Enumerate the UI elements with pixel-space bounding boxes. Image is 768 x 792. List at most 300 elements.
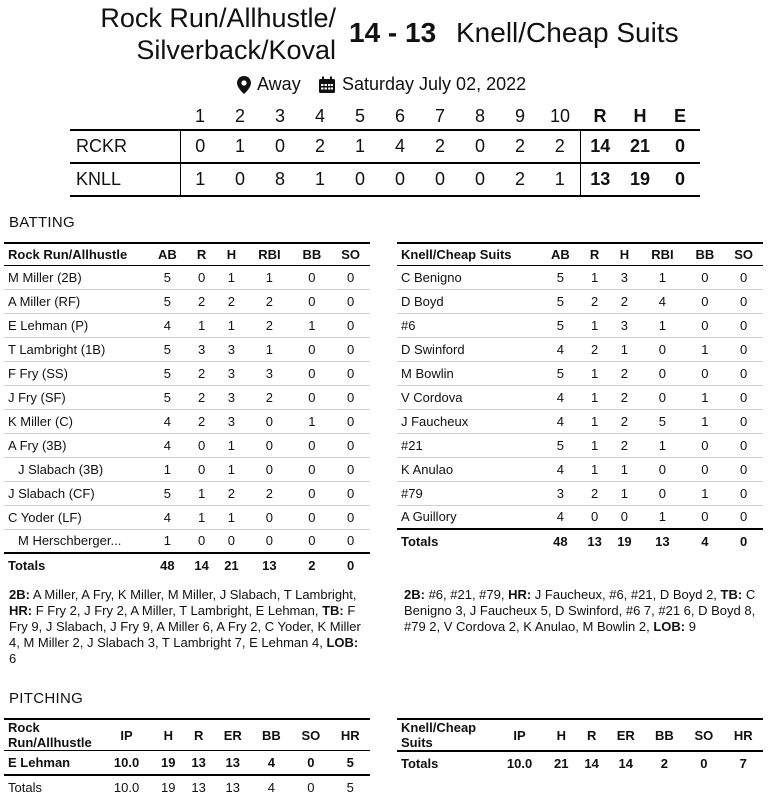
line-total: 0 <box>660 130 700 163</box>
player-row <box>397 361 763 385</box>
player-name: A Guillory <box>397 505 541 529</box>
player-stat: 4 <box>639 289 685 313</box>
player-stat: 0 <box>292 505 331 529</box>
player-stat: 1 <box>580 265 610 289</box>
player-stat: 0 <box>331 457 370 481</box>
player-stat: 0 <box>724 481 763 505</box>
player-stat: 0 <box>246 457 292 481</box>
totals-row <box>4 775 370 792</box>
player-stat: 19 <box>153 751 183 775</box>
player-stat: 0 <box>292 529 331 553</box>
stat-column-header: BB <box>645 719 684 751</box>
player-stat: 3 <box>217 385 247 409</box>
note-label: HR: <box>508 587 532 602</box>
player-name: T Lambright (1B) <box>4 337 148 361</box>
player-stat: 1 <box>580 313 610 337</box>
player-stat: 4 <box>148 433 187 457</box>
inning-runs: 0 <box>260 130 300 163</box>
player-name: #6 <box>397 313 541 337</box>
note-text: A Miller, A Fry, K Miller, M Miller, J Slabach, T Lambright, <box>29 587 357 602</box>
player-stat: 0 <box>187 265 217 289</box>
player-stat: 1 <box>217 433 247 457</box>
batting-table-home <box>4 242 370 577</box>
player-stat: 0 <box>292 289 331 313</box>
player-stat: 1 <box>292 313 331 337</box>
player-stat: 1 <box>639 313 685 337</box>
player-stat: 0 <box>724 385 763 409</box>
note-text: #6, #21, #79, <box>424 587 509 602</box>
stat-column-header: SO <box>684 719 723 751</box>
player-stat: 3 <box>610 265 640 289</box>
player-stat: 1 <box>292 409 331 433</box>
player-stat: 4 <box>148 505 187 529</box>
inning-runs: 1 <box>300 163 340 196</box>
home-team-line2: Silverback/Koval <box>136 35 336 65</box>
player-stat: 0 <box>331 361 370 385</box>
stat-column-header: BB <box>685 243 724 265</box>
player-stat: 1 <box>685 385 724 409</box>
total-header: H <box>633 106 647 126</box>
note-label: TB: <box>720 587 743 602</box>
note-label: TB: <box>322 603 344 618</box>
total-stat: 10.0 <box>493 751 546 775</box>
inning-header: 9 <box>514 106 525 126</box>
inning-header: 8 <box>474 106 485 126</box>
player-stat: 4 <box>541 505 580 529</box>
player-row <box>397 289 763 313</box>
player-stat: 4 <box>541 385 580 409</box>
total-stat: 21 <box>217 553 247 577</box>
player-stat: 2 <box>580 337 610 361</box>
player-stat: 0 <box>724 313 763 337</box>
player-stat: 1 <box>148 457 187 481</box>
line-total: 13 <box>580 163 620 196</box>
player-stat: 0 <box>246 433 292 457</box>
note-label: HR: <box>9 603 33 618</box>
stat-column-header: BB <box>292 243 331 265</box>
total-stat: 14 <box>607 751 645 775</box>
player-stat: 0 <box>724 433 763 457</box>
player-name: F Fry (SS) <box>4 361 148 385</box>
totals-label: Totals <box>397 529 541 553</box>
stats-body <box>4 751 370 792</box>
player-name: M Herschberger... <box>4 529 148 553</box>
home-team-line1: Rock Run/Allhustle/ <box>100 3 336 33</box>
stat-column-header: H <box>217 243 247 265</box>
stat-column-header: ER <box>607 719 645 751</box>
player-stat: 1 <box>187 505 217 529</box>
player-stat: 5 <box>148 337 187 361</box>
player-stat: 0 <box>292 337 331 361</box>
player-name: M Bowlin <box>397 361 541 385</box>
player-name: E Lehman <box>4 751 100 775</box>
player-row <box>397 337 763 361</box>
stats-header <box>397 719 763 751</box>
player-stat: 0 <box>685 313 724 337</box>
player-stat: 1 <box>580 361 610 385</box>
player-stat: 5 <box>148 289 187 313</box>
inning-runs: 2 <box>500 130 540 163</box>
team-column-header: Rock Run/Allhustle <box>4 719 100 751</box>
player-stat: 1 <box>685 409 724 433</box>
stats-header-row <box>397 243 763 265</box>
stat-column-header: R <box>576 719 606 751</box>
player-stat: 0 <box>685 457 724 481</box>
player-stat: 0 <box>724 457 763 481</box>
total-stat: 13 <box>639 529 685 553</box>
player-stat: 0 <box>187 529 217 553</box>
player-stat: 5 <box>148 265 187 289</box>
player-stat: 0 <box>187 457 217 481</box>
inning-runs: 1 <box>220 130 260 163</box>
stat-column-header: HR <box>724 719 763 751</box>
totals-label: Totals <box>397 751 493 775</box>
total-stat: 7 <box>724 751 763 775</box>
player-stat: 5 <box>639 409 685 433</box>
stat-column-header: H <box>546 719 576 751</box>
player-name: V Cordova <box>397 385 541 409</box>
player-stat: 2 <box>217 289 247 313</box>
inning-runs: 1 <box>540 163 580 196</box>
note-label: LOB: <box>326 635 359 650</box>
player-stat: 0 <box>292 265 331 289</box>
player-stat: 2 <box>187 385 217 409</box>
totals-row <box>4 553 370 577</box>
team-column-header: Knell/Cheap Suits <box>397 243 541 265</box>
player-stat: 2 <box>187 361 217 385</box>
player-name: C Yoder (LF) <box>4 505 148 529</box>
player-stat: 4 <box>148 409 187 433</box>
player-stat: 0 <box>292 385 331 409</box>
player-row <box>4 433 370 457</box>
player-stat: 3 <box>217 409 247 433</box>
stat-column-header: RBI <box>246 243 292 265</box>
player-stat: 0 <box>639 457 685 481</box>
player-stat: 3 <box>246 361 292 385</box>
player-stat: 1 <box>217 313 247 337</box>
inning-runs: 2 <box>500 163 540 196</box>
total-stat: 0 <box>724 529 763 553</box>
inning-runs: 0 <box>420 163 460 196</box>
player-stat: 5 <box>541 265 580 289</box>
player-stat: 0 <box>331 481 370 505</box>
inning-header: 7 <box>434 106 445 126</box>
stat-column-header: SO <box>291 719 330 751</box>
player-stat: 0 <box>187 433 217 457</box>
batting-title: BATTING <box>9 214 75 231</box>
player-row <box>4 385 370 409</box>
player-stat: 1 <box>217 265 247 289</box>
player-stat: 3 <box>217 337 247 361</box>
player-name: D Swinford <box>397 337 541 361</box>
line-total: 14 <box>580 130 620 163</box>
player-row <box>4 361 370 385</box>
inning-runs: 1 <box>180 163 220 196</box>
line-total: 0 <box>660 163 700 196</box>
line-score-row <box>70 163 700 196</box>
stats-body <box>4 265 370 577</box>
player-stat: 5 <box>148 385 187 409</box>
total-stat: 48 <box>541 529 580 553</box>
note-text: 9 <box>685 619 696 634</box>
player-stat: 5 <box>541 433 580 457</box>
player-stat: 3 <box>217 361 247 385</box>
player-stat: 0 <box>580 505 610 529</box>
note-label: 2B: <box>404 587 425 602</box>
player-row <box>4 313 370 337</box>
player-stat: 1 <box>580 385 610 409</box>
player-stat: 0 <box>292 457 331 481</box>
player-stat: 0 <box>331 505 370 529</box>
inning-header: 1 <box>194 106 205 126</box>
stat-column-header: HR <box>331 719 370 751</box>
player-stat: 1 <box>685 337 724 361</box>
player-stat: 1 <box>685 481 724 505</box>
player-stat: 1 <box>639 265 685 289</box>
player-stat: 1 <box>610 481 640 505</box>
player-stat: 2 <box>217 481 247 505</box>
calendar-icon <box>318 76 336 94</box>
player-name: A Fry (3B) <box>4 433 148 457</box>
inning-runs: 0 <box>380 163 420 196</box>
player-stat: 1 <box>217 457 247 481</box>
total-header: E <box>673 106 686 126</box>
player-name: K Miller (C) <box>4 409 148 433</box>
stat-column-header: R <box>183 719 213 751</box>
inning-runs: 0 <box>180 130 220 163</box>
pitching-table-away <box>397 718 763 775</box>
stats-body <box>397 751 763 775</box>
player-stat: 1 <box>580 409 610 433</box>
batting-notes-home <box>9 587 369 667</box>
stat-column-header: ER <box>214 719 252 751</box>
line-score-corner <box>70 104 180 130</box>
inning-runs: 8 <box>260 163 300 196</box>
stats-header-row <box>4 243 370 265</box>
line-score-table <box>70 104 700 197</box>
player-stat: 0 <box>685 505 724 529</box>
inning-runs: 2 <box>300 130 340 163</box>
stats-header-row <box>4 719 370 751</box>
player-stat: 2 <box>580 289 610 313</box>
player-stat: 0 <box>724 289 763 313</box>
player-stat: 5 <box>541 313 580 337</box>
note-text: J Faucheux, #6, #21, D Boyd 2, <box>531 587 721 602</box>
stat-column-header: RBI <box>639 243 685 265</box>
stat-column-header: R <box>187 243 217 265</box>
stat-column-header: SO <box>331 243 370 265</box>
date-label: Saturday July 02, 2022 <box>342 74 527 94</box>
player-row <box>397 409 763 433</box>
total-stat: 4 <box>252 775 291 792</box>
player-stat: 0 <box>685 361 724 385</box>
player-stat: 1 <box>580 457 610 481</box>
player-stat: 2 <box>610 289 640 313</box>
player-stat: 2 <box>580 481 610 505</box>
player-stat: 0 <box>610 505 640 529</box>
map-pin-icon <box>237 76 251 94</box>
player-name: D Boyd <box>397 289 541 313</box>
player-stat: 0 <box>217 529 247 553</box>
stats-header <box>4 243 370 265</box>
total-stat: 21 <box>546 751 576 775</box>
player-stat: 0 <box>639 337 685 361</box>
player-stat: 2 <box>187 409 217 433</box>
inning-runs: 0 <box>220 163 260 196</box>
player-stat: 4 <box>541 337 580 361</box>
pitching-table-home <box>4 718 370 792</box>
player-stat: 5 <box>148 361 187 385</box>
player-stat: 0 <box>685 289 724 313</box>
player-stat: 1 <box>580 433 610 457</box>
player-stat: 0 <box>331 337 370 361</box>
total-stat: 4 <box>685 529 724 553</box>
player-stat: 0 <box>291 751 330 775</box>
player-name: J Fry (SF) <box>4 385 148 409</box>
stat-column-header: IP <box>493 719 546 751</box>
stats-header-row <box>397 719 763 751</box>
player-stat: 2 <box>246 313 292 337</box>
total-stat: 2 <box>292 553 331 577</box>
total-stat: 14 <box>576 751 606 775</box>
player-row <box>4 265 370 289</box>
player-row <box>4 529 370 553</box>
inning-runs: 2 <box>420 130 460 163</box>
inning-header: 10 <box>549 106 571 126</box>
total-stat: 14 <box>187 553 217 577</box>
player-stat: 0 <box>292 361 331 385</box>
player-name: C Benigno <box>397 265 541 289</box>
player-stat: 0 <box>331 385 370 409</box>
game-date <box>318 74 526 95</box>
player-row <box>4 505 370 529</box>
player-stat: 0 <box>246 529 292 553</box>
player-row <box>4 289 370 313</box>
player-stat: 0 <box>639 361 685 385</box>
player-row <box>397 385 763 409</box>
player-row <box>397 457 763 481</box>
player-row <box>397 505 763 529</box>
player-row <box>397 481 763 505</box>
player-stat: 13 <box>214 751 252 775</box>
totals-row <box>397 751 763 775</box>
inning-header: 5 <box>354 106 365 126</box>
player-row <box>397 265 763 289</box>
player-stat: 3 <box>541 481 580 505</box>
player-name: E Lehman (P) <box>4 313 148 337</box>
player-stat: 2 <box>610 361 640 385</box>
player-stat: 5 <box>541 361 580 385</box>
player-stat: 1 <box>639 505 685 529</box>
player-stat: 0 <box>685 265 724 289</box>
stats-header <box>397 243 763 265</box>
player-stat: 0 <box>292 481 331 505</box>
totals-row <box>397 529 763 553</box>
player-row <box>4 457 370 481</box>
team-abbr: KNLL <box>70 163 180 196</box>
player-stat: 2 <box>610 433 640 457</box>
player-stat: 1 <box>246 265 292 289</box>
stat-column-header: SO <box>724 243 763 265</box>
player-stat: 0 <box>331 313 370 337</box>
inning-header: 2 <box>234 106 245 126</box>
player-stat: 4 <box>541 457 580 481</box>
player-stat: 1 <box>610 457 640 481</box>
total-stat: 13 <box>246 553 292 577</box>
player-stat: 0 <box>639 481 685 505</box>
total-stat: 2 <box>645 751 684 775</box>
batting-notes-away <box>404 587 764 635</box>
inning-header: 3 <box>274 106 285 126</box>
player-name: #21 <box>397 433 541 457</box>
stat-column-header: H <box>610 243 640 265</box>
note-label: LOB: <box>653 619 686 634</box>
player-stat: 5 <box>331 751 370 775</box>
player-stat: 0 <box>685 433 724 457</box>
player-row <box>397 313 763 337</box>
player-stat: 0 <box>246 505 292 529</box>
line-total: 19 <box>620 163 660 196</box>
player-name: M Miller (2B) <box>4 265 148 289</box>
player-name: A Miller (RF) <box>4 289 148 313</box>
player-stat: 2 <box>610 385 640 409</box>
team-column-header: Rock Run/Allhustle <box>4 243 148 265</box>
pitching-title: PITCHING <box>9 690 84 707</box>
player-stat: 1 <box>187 481 217 505</box>
player-stat: 13 <box>183 751 213 775</box>
total-stat: 0 <box>331 553 370 577</box>
player-stat: 0 <box>724 409 763 433</box>
total-stat: 13 <box>214 775 252 792</box>
player-stat: 3 <box>610 313 640 337</box>
team-abbr: RCKR <box>70 130 180 163</box>
player-name: K Anulao <box>397 457 541 481</box>
note-label: 2B: <box>9 587 30 602</box>
total-stat: 5 <box>331 775 370 792</box>
inning-runs: 0 <box>460 130 500 163</box>
home-team-name <box>100 2 336 66</box>
player-stat: 1 <box>246 337 292 361</box>
total-stat: 10.0 <box>100 775 153 792</box>
player-stat: 0 <box>639 385 685 409</box>
player-name: J Faucheux <box>397 409 541 433</box>
total-stat: 19 <box>610 529 640 553</box>
line-score-row <box>70 130 700 163</box>
stat-column-header: AB <box>148 243 187 265</box>
player-stat: 2 <box>246 385 292 409</box>
player-stat: 2 <box>246 289 292 313</box>
stats-header <box>4 719 370 751</box>
location <box>237 74 301 95</box>
stat-column-header: IP <box>100 719 153 751</box>
inning-runs: 2 <box>540 130 580 163</box>
player-stat: 0 <box>331 289 370 313</box>
total-stat: 48 <box>148 553 187 577</box>
inning-runs: 0 <box>460 163 500 196</box>
player-stat: 4 <box>541 409 580 433</box>
note-text: F Fry 2, J Fry 2, A Miller, T Lambright, E Lehman, <box>32 603 323 618</box>
totals-label: Totals <box>4 553 148 577</box>
note-text: F Fry 9, J Slabach, J Fry 9, A Miller 6, A Fry 2, C Yoder, K Miller 4, M Miller 2, J Slabach 3, T Lambright 7, E Lehman 4, <box>9 603 361 650</box>
stats-body <box>397 265 763 553</box>
player-stat: 3 <box>187 337 217 361</box>
player-stat: 0 <box>724 265 763 289</box>
total-stat: 13 <box>183 775 213 792</box>
player-row <box>4 751 370 775</box>
player-stat: 2 <box>187 289 217 313</box>
player-stat: 5 <box>148 481 187 505</box>
player-stat: 0 <box>331 265 370 289</box>
